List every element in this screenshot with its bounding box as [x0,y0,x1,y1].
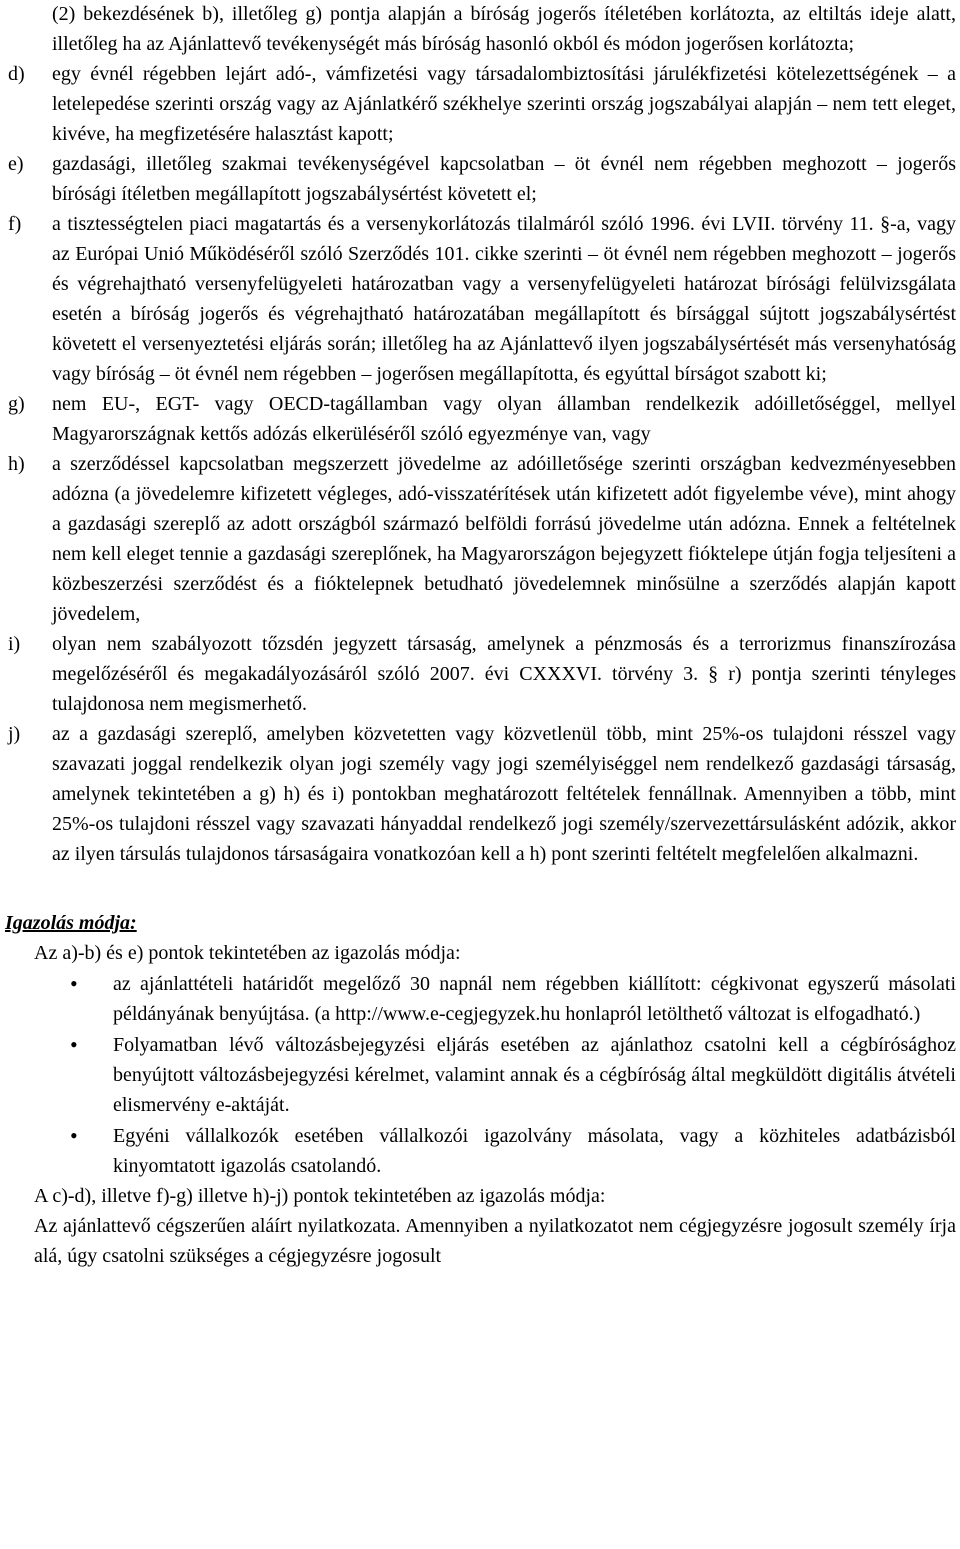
list-item-text: az a gazdasági szereplő, amelyben közvetetten vagy közvetlenül több, mint 25%-os tulajdoni résszel vagy szavazati joggal rendelkezik olyan jogi személy vagy jogi személyiséggel nem rendelkező gazdasági társaság, amelynek tekintetében a g) h) és i) pontokban meghatározott feltételek fennállnak. Amennyiben a több, mint 25%-os tulajdoni résszel vagy szavazati hányaddal rendelkező jogi személy/szervezettársulásként adózik, akkor az ilyen társulás tulajdonos társaságaira vonatkozóan kell a h) pont szerinti feltételt megfelelően alkalmazni. [52,723,956,865]
bullet-icon: • [70,971,78,996]
continuation-paragraph: (2) bekezdésének b), illetőleg g) pontja alapján a bíróság jogerős ítéletében korlátozta, az eltiltás ideje alatt, illetőleg ha az Ajánlattevő tevékenységét más bíróság hasonló okból és módon jogerősen korlátozta; [52,3,956,55]
bullet-icon: • [70,1032,78,1057]
list-marker: j) [8,723,21,745]
list-item-d [0,59,960,149]
list-marker: h) [8,453,25,475]
list-item-text: a tisztességtelen piaci magatartás és a versenykorlátozás tilalmáról szóló 1996. évi LVII. törvény 11. §-a, vagy az Európai Unió Működéséről szóló Szerződés 101. cikke szerinti – öt évnél nem régebben meghozott – jogerős és végrehajtható versenyfelügyeleti határozatban vagy a versenyfelügyeleti határozat bírósági felülvizsgálata esetén a bíróság jogerős és végrehajtható határozatában megállapított és bírsággal sújtott jogszabálysértést követett el versenyeztetési eljárás során; illetőleg ha az Ajánlattevő ilyen jogszabálysértését más versenyhatóság vagy bíróság – öt évnél nem régebben – jogerősen megállapította, és egyúttal bírságot szabott ki; [52,213,956,385]
bullet-list [0,969,960,1181]
intro-line: Az a)-b) és e) pontok tekintetében az igazolás módja: [34,942,461,964]
list-item-h [0,449,960,629]
list-marker: e) [8,153,24,175]
bullet-item [0,1030,960,1120]
paragraph-proof-method: A c)-d), illetve f)-g) illetve h)-j) pontok tekintetében az igazolás módja: [34,1185,606,1207]
list-marker: d) [8,63,25,85]
list-marker: g) [8,393,25,415]
bullet-item [0,1121,960,1181]
list-item-text: nem EU-, EGT- vagy OECD-tagállamban vagy olyan államban rendelkezik adóilletőséggel, mellyel Magyarországnak kettős adózás elkerüléséről szóló egyezménye van, vagy [52,393,956,445]
paragraph-declaration: Az ajánlattevő cégszerűen aláírt nyilatkozata. Amennyiben a nyilatkozatot nem cégjegyzésre jogosult személy írja alá, úgy csatolni szükséges a cégjegyzésre jogosult [34,1215,956,1267]
list-item-g [0,389,960,449]
list-item-text: egy évnél régebben lejárt adó-, vámfizetési vagy társadalombiztosítási járulékfizetési kötelezettségének – a letelepedése szerinti ország vagy az Ajánlatkérő székhelye szerinti ország jogszabályai alapján – nem tett eleget, kivéve, ha megfizetésére halasztást kapott; [52,63,956,145]
bullet-text: Folyamatban lévő változásbejegyzési eljárás esetében az ajánlathoz csatolni kell a cégbírósághoz benyújtott változásbejegyzési kérelmet, valamint annak és a cégbíróság által megküldött digitális átvételi elismervény e-aktáját. [113,1034,956,1116]
list-item-i [0,629,960,719]
list-item-text: gazdasági, illetőleg szakmai tevékenységével kapcsolatban – öt évnél nem régebben meghozott – jogerős bírósági ítéletben megállapított jogszabálysértést követett el; [52,153,956,205]
bullet-item [0,969,960,1029]
list-item-text: a szerződéssel kapcsolatban megszerzett jövedelme az adóilletősége szerinti országban kedvezményesebben adózna (a jövedelemre kifizetett végleges, adó-visszatérítések után kifizetett adót figyelembe véve), mint ahogy a gazdasági szereplő az adott országból származó belföldi forrású jövedelme után adózna. Ennek a feltételnek nem kell eleget tennie a gazdasági szereplőnek, ha Magyarországon bejegyzett fióktelepe útján fogja teljesíteni a közbeszerzési szerződést és a fióktelepnek betudható jövedelemnek minősülne a szerződés alapján kapott jövedelem, [52,453,956,625]
list-marker: i) [8,633,21,655]
bullet-text: Egyéni vállalkozók esetében vállalkozói igazolvány másolata, vagy a közhiteles adatbázisból kinyomtatott igazolás csatolandó. [113,1125,956,1177]
list-item-text: olyan nem szabályozott tőzsdén jegyzett társaság, amelynek a pénzmosás és a terrorizmus finanszírozása megelőzéséről és megakadályozásáról szóló 2007. évi CXXXVI. törvény 3. § r) pontja szerinti tényleges tulajdonosa nem megismerhető. [52,633,956,715]
bullet-icon: • [70,1123,78,1148]
list-item-j [0,719,960,869]
section-heading: Igazolás módja: [5,912,137,934]
list-marker: f) [8,213,22,235]
list-item-e [0,149,960,209]
bullet-text: az ajánlattételi határidőt megelőző 30 napnál nem régebben kiállított: cégkivonat egyszerű másolati példányának benyújtása. (a http://www.e-cegjegyzek.hu honlapról letölthető változat is elfogadható.) [113,973,956,1025]
list-item-f [0,209,960,389]
